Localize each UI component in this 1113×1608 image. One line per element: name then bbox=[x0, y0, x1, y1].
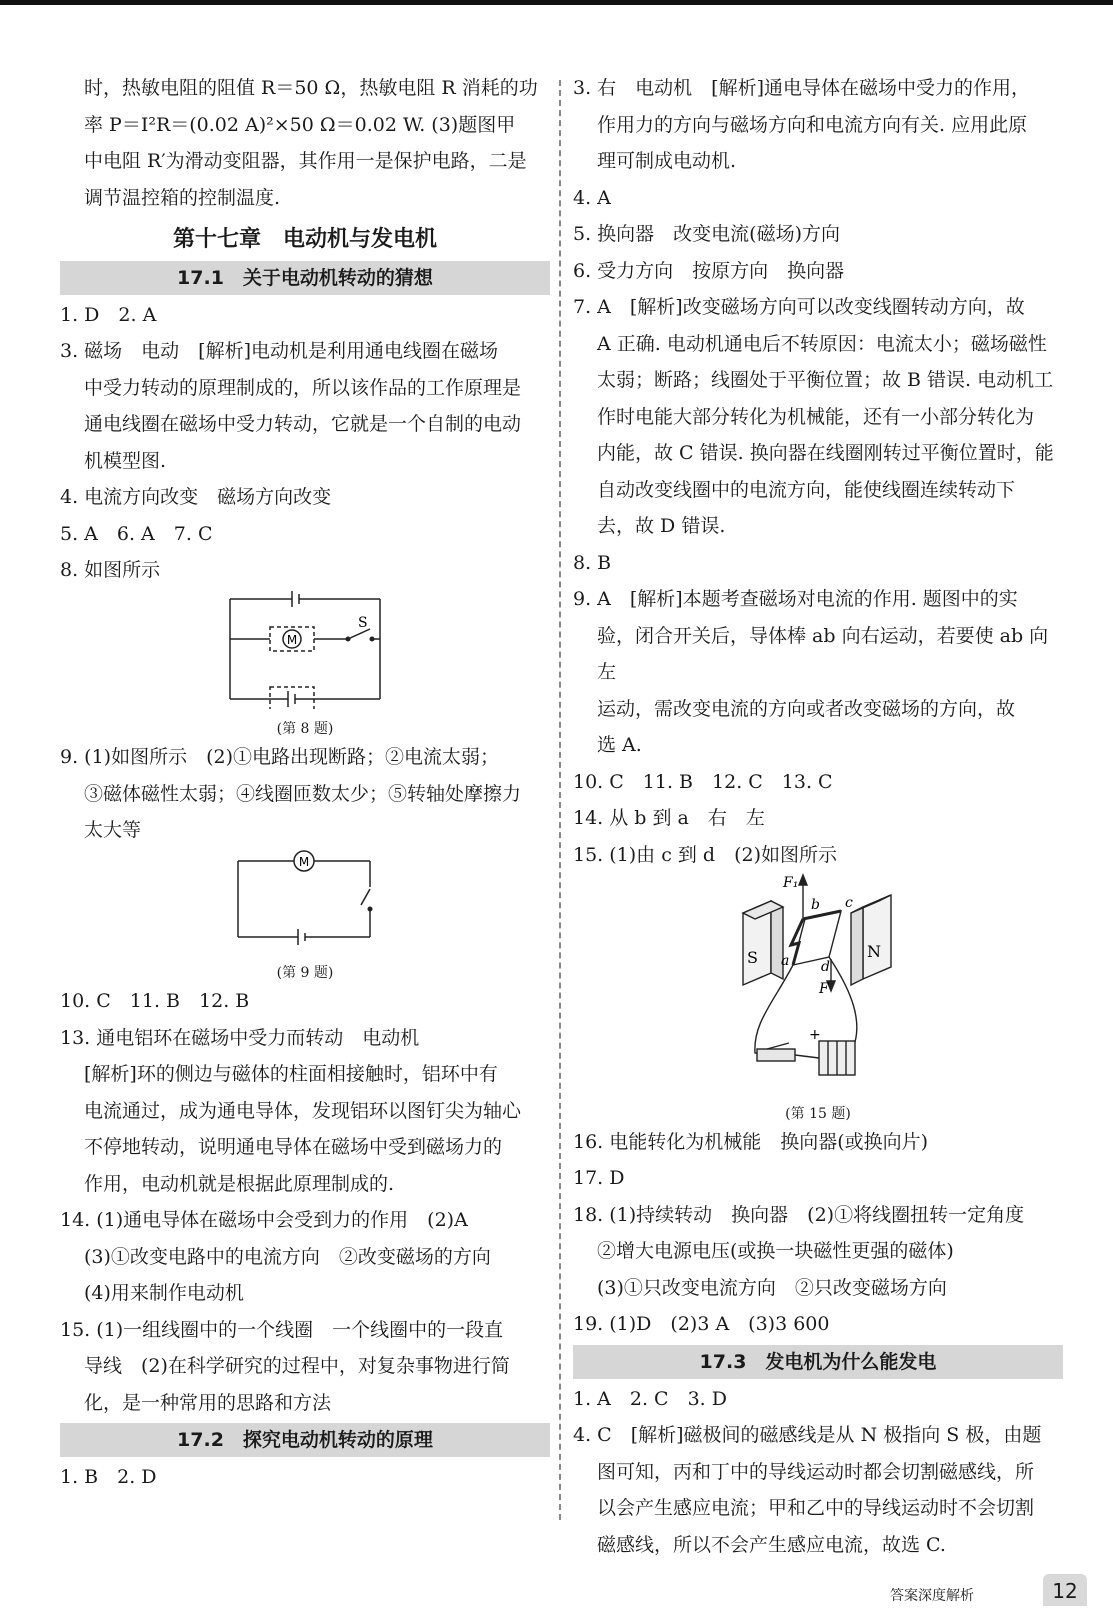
answer-line: 太大等 bbox=[84, 819, 142, 841]
answer-line: 导线 (2)在科学研究的过程中，对复杂事物进行简 bbox=[84, 1355, 510, 1377]
figure-9 bbox=[60, 849, 550, 984]
figure-caption: (第 9 题) bbox=[276, 965, 334, 981]
answer-line: 15. (1)由 c 到 d (2)如图所示 bbox=[573, 843, 838, 866]
figure-caption: (第 15 题) bbox=[785, 1105, 851, 1122]
answer-line: ③磁体磁性太弱；④线圈匝数太少；⑤转轴处摩擦力 bbox=[84, 782, 522, 805]
answer-line: 以会产生感应电流；甲和乙中的导线运动时不会切割 bbox=[597, 1497, 1035, 1519]
answer-line: (4)用来制作电动机 bbox=[84, 1282, 244, 1304]
answer-line: 14. (1)通电导体在磁场中会受到力的作用 (2)A bbox=[60, 1209, 468, 1231]
answer-line: 13. 通电铝环在磁场中受力而转动 电动机 bbox=[60, 1026, 420, 1049]
answer-line: (3)①改变电路中的电流方向 ②改变磁场的方向 bbox=[84, 1245, 491, 1268]
figure-caption: (第 8 题) bbox=[276, 721, 334, 737]
answer-line: 选 A. bbox=[597, 734, 642, 756]
answer-line: 4. 电流方向改变 磁场方向改变 bbox=[60, 486, 332, 508]
answer-line: 19. (1)D (2)3 A (3)3 600 bbox=[573, 1313, 830, 1335]
top-border bbox=[0, 0, 1113, 5]
continuation-line: 调节温控箱的控制温度. bbox=[84, 186, 281, 209]
answer-line: 电流通过，成为通电导体，发现铝环以图钉尖为轴心 bbox=[84, 1099, 522, 1122]
point-a-label: a bbox=[781, 953, 790, 969]
point-d-label: d bbox=[821, 959, 830, 975]
answer-line: 作时电能大部分转化为机械能，还有一小部分转化为 bbox=[597, 405, 1035, 428]
answer-line: 3. 右 电动机 [解析]通电导体在磁场中受力的作用， bbox=[573, 77, 1030, 99]
section-header-17-2: 17.2 探究电动机转动的原理 bbox=[60, 1423, 550, 1457]
answer-line: 10. C 11. B 12. B bbox=[60, 990, 250, 1012]
answer-line: 内能，故 C 错误. 换向器在线圈刚转过平衡位置时，能 bbox=[597, 442, 1054, 464]
answer-line: 自动改变线圈中的电流方向，能使线圈连续转动下 bbox=[597, 478, 1016, 501]
answer-line: 理可制成电动机. bbox=[597, 150, 737, 172]
circuit-diagram-9 bbox=[230, 849, 380, 953]
motor-label: M bbox=[286, 632, 298, 647]
answer-line: 化，是一种常用的思路和方法 bbox=[84, 1391, 332, 1414]
answer-line: 机模型图. bbox=[84, 449, 167, 472]
answer-line: 16. 电能转化为机械能 换向器(或换向片) bbox=[573, 1130, 929, 1153]
motor-magnet-diagram bbox=[733, 873, 903, 1093]
answer-line: 1. A 2. C 3. D bbox=[573, 1387, 727, 1410]
section-header-17-1: 17.1 关于电动机转动的猜想 bbox=[60, 261, 550, 295]
answer-line: 8. B bbox=[573, 551, 612, 574]
motor-label: M bbox=[298, 854, 310, 869]
answer-line: 10. C 11. B 12. C 13. C bbox=[573, 770, 833, 793]
answer-line: 6. 受力方向 按原方向 换向器 bbox=[573, 259, 845, 282]
left-column bbox=[60, 70, 550, 1496]
chapter-title: 第十七章 电动机与发电机 bbox=[172, 227, 437, 252]
answer-line: 17. D bbox=[573, 1167, 625, 1189]
answer-line: 18. (1)持续转动 换向器 (2)①将线圈扭转一定角度 bbox=[573, 1203, 1025, 1226]
figure-8 bbox=[60, 589, 550, 740]
column-divider bbox=[559, 80, 561, 1520]
answer-line: 去，故 D 错误. bbox=[597, 515, 726, 537]
continuation-line: 率 P＝I²R＝(0.02 A)²×50 Ω＝0.02 W. (3)题图甲 bbox=[84, 113, 516, 136]
north-pole-label: N bbox=[867, 942, 881, 961]
switch-label: S bbox=[358, 614, 368, 631]
force-f1-label: F₁ bbox=[783, 875, 799, 891]
page-number: 12 bbox=[1043, 1574, 1087, 1606]
answer-line: 3. 磁场 电动 [解析]电动机是利用通电线圈在磁场 bbox=[60, 340, 498, 362]
answer-line: 图可知，丙和丁中的导线运动时都会切割磁感线，所 bbox=[597, 1460, 1035, 1483]
answer-line: 5. A 6. A 7. C bbox=[60, 522, 213, 545]
answer-line: A 正确. 电动机通电后不转原因：电流太小；磁场磁性 bbox=[597, 332, 1047, 355]
figure-15 bbox=[573, 873, 1063, 1124]
answer-line: 8. 如图所示 bbox=[60, 559, 161, 581]
answer-line: 1. B 2. D bbox=[60, 1466, 157, 1488]
force-f-label: F bbox=[819, 981, 829, 997]
answer-line: 14. 从 b 到 a 右 左 bbox=[573, 807, 765, 829]
answer-line: ②增大电源电压(或换一块磁性更强的磁体) bbox=[597, 1240, 954, 1262]
answer-line: 运动，需改变电流的方向或者改变磁场的方向，故 bbox=[597, 697, 1016, 720]
south-pole-label: S bbox=[747, 948, 758, 967]
answer-line: 4. C [解析]磁极间的磁感线是从 N 极指向 S 极，由题 bbox=[573, 1424, 1042, 1446]
continuation-line: 时，热敏电阻的阻值 R＝50 Ω，热敏电阻 R 消耗的功 bbox=[84, 77, 538, 99]
continuation-line: 中电阻 R′为滑动变阻器，其作用一是保护电路，二是 bbox=[84, 150, 527, 172]
answer-line: 作用，电动机就是根据此原理制成的. bbox=[84, 1172, 395, 1195]
answer-line: 磁感线，所以不会产生感应电流，故选 C. bbox=[597, 1533, 946, 1556]
circuit-diagram-8 bbox=[220, 589, 390, 709]
answer-line: 太弱；断路；线圈处于平衡位置；故 B 错误. 电动机工 bbox=[597, 369, 1054, 391]
answer-line: 15. (1)一组线圈中的一个线圈 一个线圈中的一段直 bbox=[60, 1318, 504, 1341]
section-header-17-3: 17.3 发电机为什么能发电 bbox=[573, 1345, 1063, 1379]
battery-plus-label: + bbox=[809, 1027, 821, 1043]
answer-line: 7. A [解析]改变磁场方向可以改变线圈转动方向，故 bbox=[573, 296, 1025, 318]
answer-line: [解析]环的侧边与磁体的柱面相接触时，铝环中有 bbox=[84, 1063, 498, 1085]
answer-line: 中受力转动的原理制成的，所以该作品的工作原理是 bbox=[84, 376, 522, 399]
answer-line: 不停地转动，说明通电导体在磁场中受到磁场力的 bbox=[84, 1136, 503, 1158]
point-b-label: b bbox=[811, 897, 820, 913]
answer-line: 作用力的方向与磁场方向和电流方向有关. 应用此原 bbox=[597, 113, 1028, 136]
answer-line: 通电线圈在磁场中受力转动，它就是一个自制的电动 bbox=[84, 413, 522, 435]
answer-line: 5. 换向器 改变电流(磁场)方向 bbox=[573, 223, 840, 245]
answer-line: 9. A [解析]本题考查磁场对电流的作用. 题图中的实 bbox=[573, 588, 1018, 610]
answer-line: 验，闭合开关后，导体棒 ab 向右运动，若要使 ab 向左 bbox=[597, 624, 1049, 683]
answer-line: 1. D 2. A bbox=[60, 303, 157, 326]
answer-line: (3)①只改变电流方向 ②只改变磁场方向 bbox=[597, 1276, 947, 1299]
answer-line: 4. A bbox=[573, 186, 611, 209]
point-c-label: c bbox=[845, 895, 853, 911]
answer-line: 9. (1)如图所示 (2)①电路出现断路；②电流太弱； bbox=[60, 746, 499, 768]
right-column bbox=[573, 70, 1063, 1563]
footer-label: 答案深度解析 bbox=[890, 1588, 974, 1604]
